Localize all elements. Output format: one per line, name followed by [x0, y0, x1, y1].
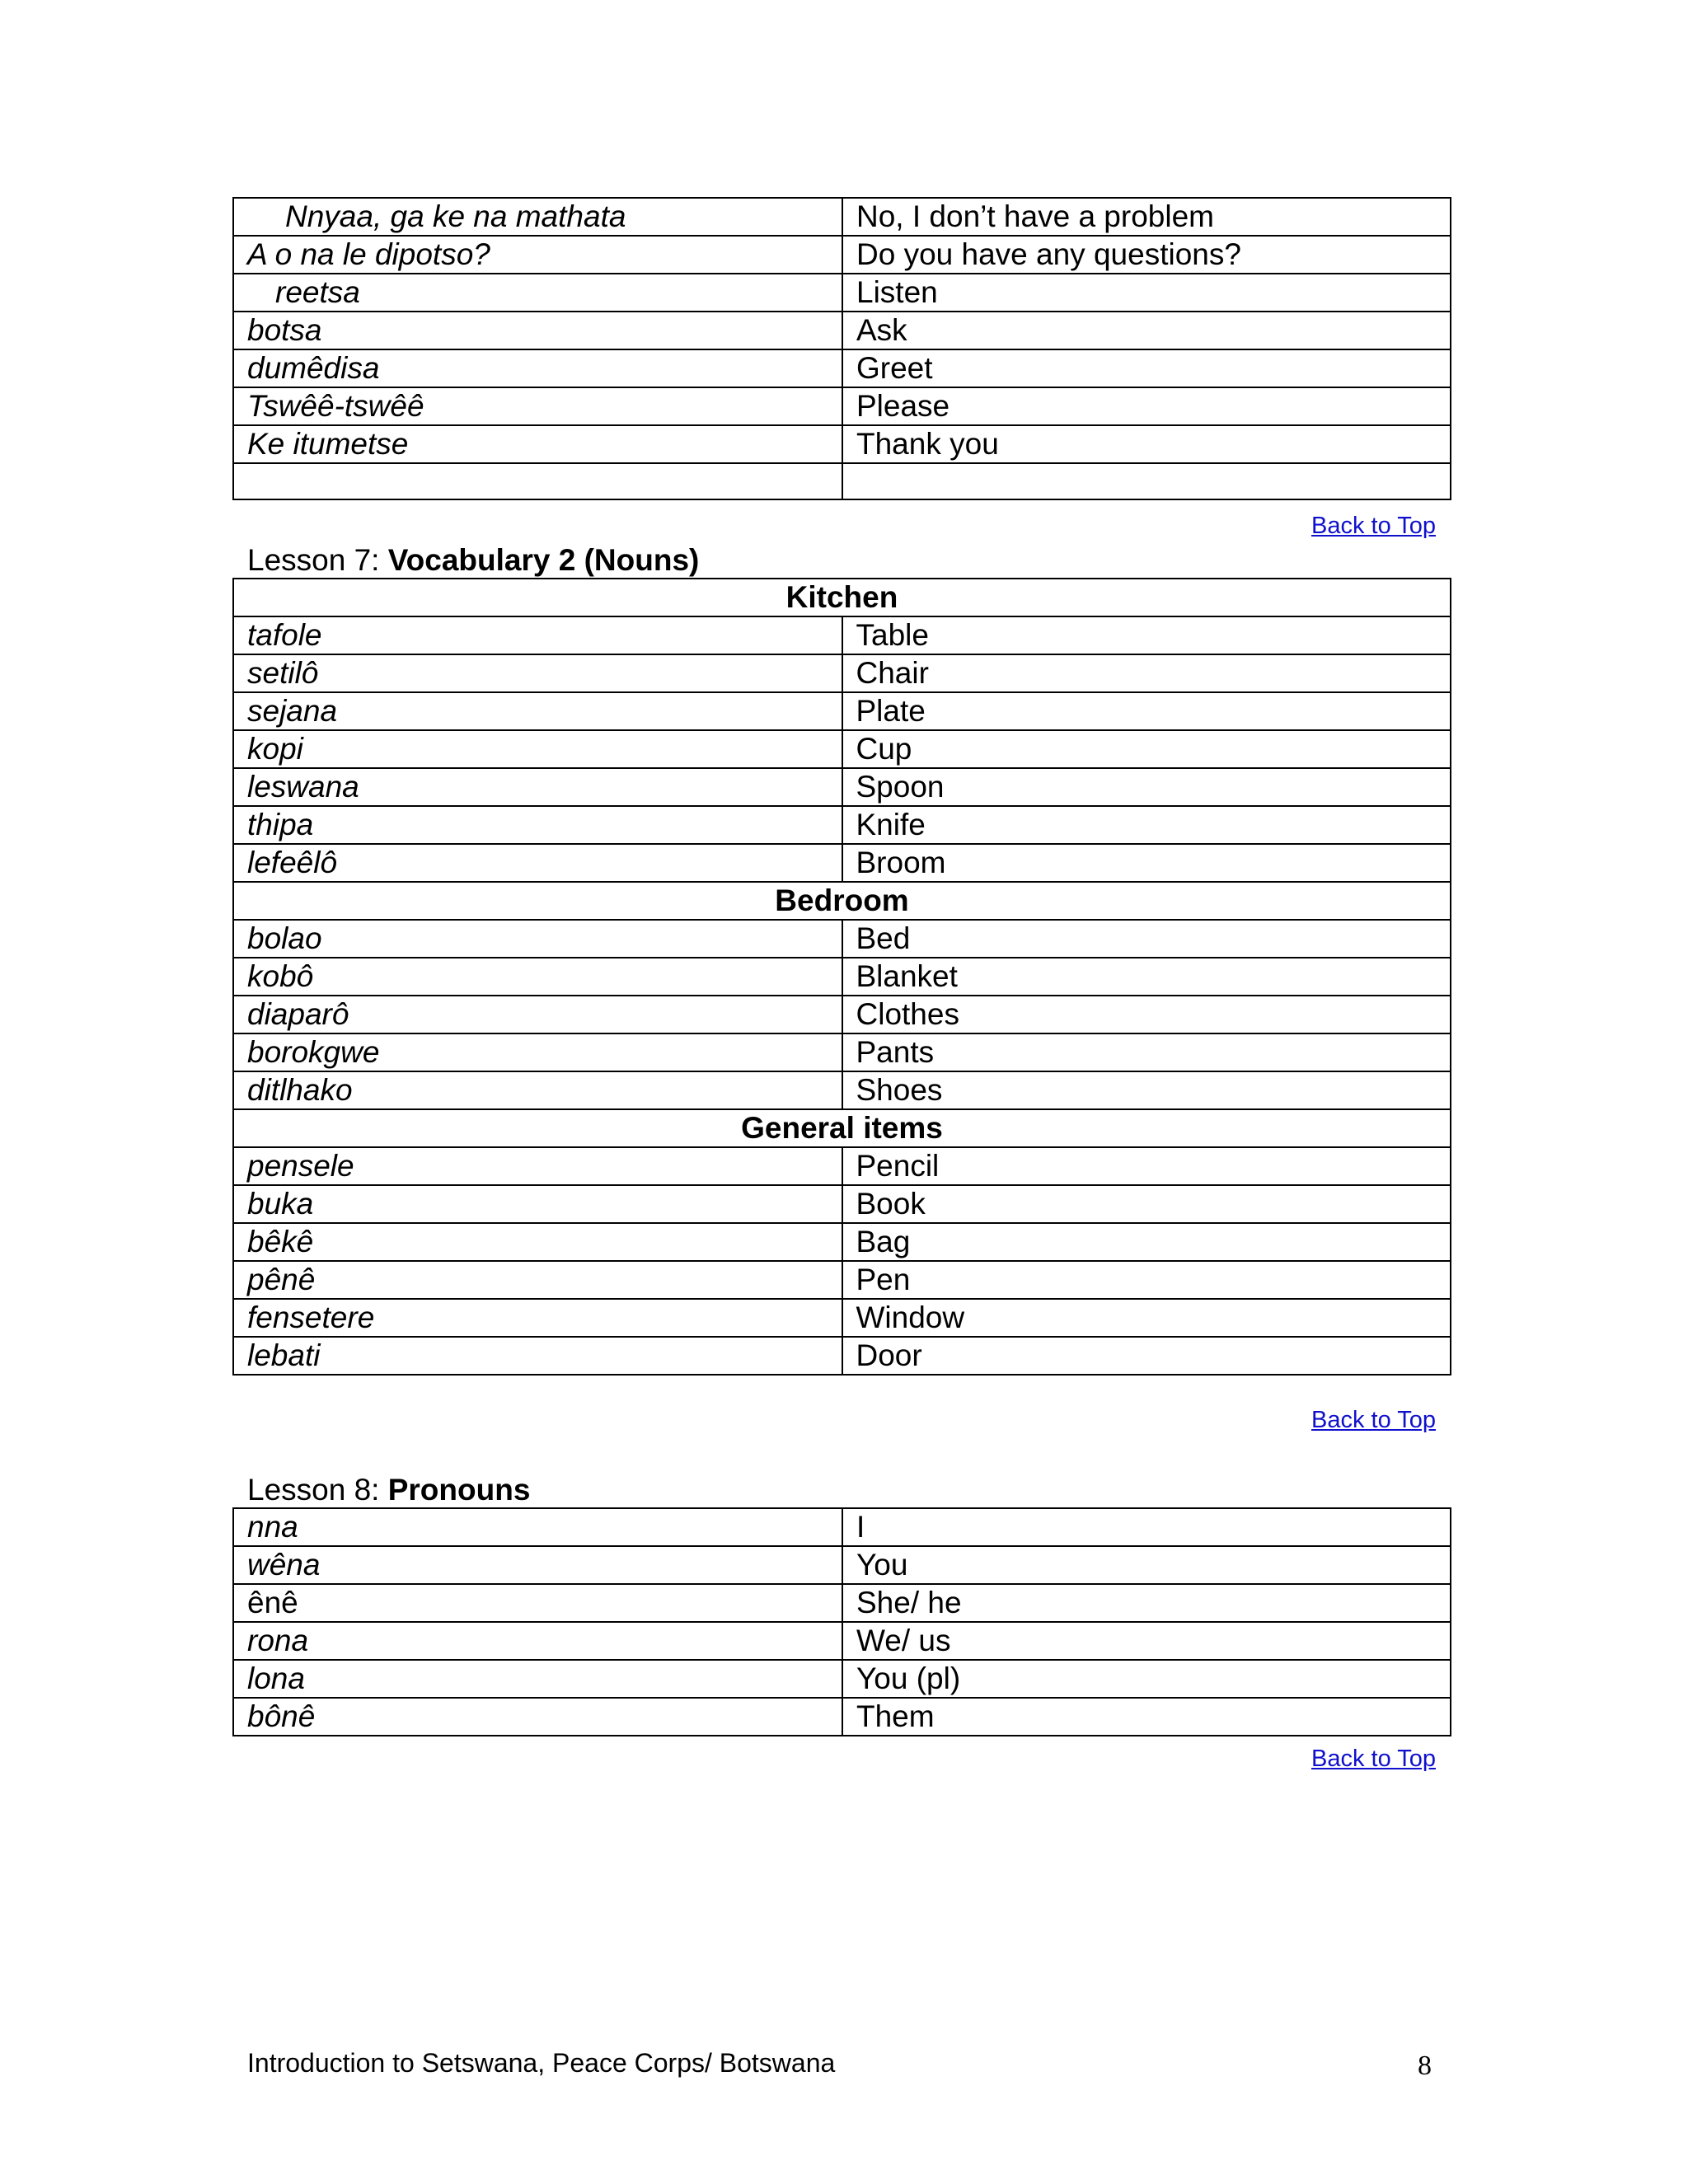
section-heading-kitchen: Kitchen [233, 579, 1451, 616]
table-row [233, 844, 1451, 882]
table-row [233, 730, 1451, 768]
english-cell: Clothes [842, 996, 1451, 1033]
setswana-cell: dumêdisa [233, 349, 842, 387]
setswana-cell [233, 463, 842, 499]
english-cell: Window [842, 1299, 1451, 1337]
setswana-cell: bêkê [233, 1223, 842, 1261]
lesson-8-heading [247, 1472, 530, 1508]
english-cell: Spoon [842, 768, 1451, 806]
lesson-7-title: Vocabulary 2 (Nouns) [387, 543, 700, 577]
english-cell: Plate [842, 692, 1451, 730]
setswana-cell: leswana [233, 768, 842, 806]
setswana-cell: A o na le dipotso? [233, 236, 842, 274]
english-cell: Cup [842, 730, 1451, 768]
table-row [233, 425, 1451, 463]
table-row [233, 1261, 1451, 1299]
setswana-cell: nna [233, 1508, 842, 1546]
table-row [233, 1660, 1451, 1698]
table-row [233, 236, 1451, 274]
setswana-cell: buka [233, 1185, 842, 1223]
page-number: 8 [1418, 2050, 1432, 2081]
section-heading-bedroom: Bedroom [233, 882, 1451, 920]
section-heading-row [233, 579, 1451, 616]
setswana-cell: thipa [233, 806, 842, 844]
setswana-cell: fensetere [233, 1299, 842, 1337]
setswana-cell: Nnyaa, ga ke na mathata [233, 198, 842, 236]
table-row [233, 1299, 1451, 1337]
section-heading-general-items: General items [233, 1109, 1451, 1147]
setswana-cell: tafole [233, 616, 842, 654]
table-row [233, 1147, 1451, 1185]
english-cell: Blanket [842, 958, 1451, 996]
table-row [233, 768, 1451, 806]
table-row [233, 996, 1451, 1033]
setswana-cell: borokgwe [233, 1033, 842, 1071]
table-row [233, 1622, 1451, 1660]
setswana-cell: reetsa [233, 274, 842, 312]
english-cell: Pen [842, 1261, 1451, 1299]
setswana-cell: pênê [233, 1261, 842, 1299]
table-row [233, 1584, 1451, 1622]
setswana-cell: lefeêlô [233, 844, 842, 882]
setswana-cell: setilô [233, 654, 842, 692]
setswana-cell: diaparô [233, 996, 842, 1033]
back-to-top-link[interactable]: Back to Top [1311, 513, 1436, 539]
english-cell: Door [842, 1337, 1451, 1375]
english-cell: Do you have any questions? [842, 236, 1451, 274]
english-cell [842, 463, 1451, 499]
english-cell: Greet [842, 349, 1451, 387]
setswana-cell: pensele [233, 1147, 842, 1185]
english-cell: Pants [842, 1033, 1451, 1071]
setswana-cell: Ke itumetse [233, 425, 842, 463]
english-cell: You [842, 1546, 1451, 1584]
section-heading-row [233, 1109, 1451, 1147]
table-row [233, 920, 1451, 958]
table-row [233, 349, 1451, 387]
setswana-cell: rona [233, 1622, 842, 1660]
section-heading-row [233, 882, 1451, 920]
setswana-cell: ênê [233, 1584, 842, 1622]
setswana-cell: botsa [233, 312, 842, 349]
back-to-top-link[interactable]: Back to Top [1311, 1746, 1436, 1772]
english-cell: Listen [842, 274, 1451, 312]
setswana-cell: ditlhako [233, 1071, 842, 1109]
vocabulary-nouns-table [232, 578, 1451, 1376]
table-row [233, 1508, 1451, 1546]
english-cell: Bag [842, 1223, 1451, 1261]
english-cell: Shoes [842, 1071, 1451, 1109]
english-cell: Them [842, 1698, 1451, 1736]
setswana-cell: kobô [233, 958, 842, 996]
table-row [233, 1337, 1451, 1375]
lesson-8-prefix: Lesson 8: [247, 1473, 388, 1507]
english-cell: You (pl) [842, 1660, 1451, 1698]
setswana-cell: lebati [233, 1337, 842, 1375]
back-to-top-link[interactable]: Back to Top [1311, 1407, 1436, 1433]
table-row [233, 1223, 1451, 1261]
english-cell: Table [842, 616, 1451, 654]
english-cell: Broom [842, 844, 1451, 882]
phrases-table [232, 197, 1451, 500]
english-cell: Ask [842, 312, 1451, 349]
english-cell: We/ us [842, 1622, 1451, 1660]
table-row [233, 692, 1451, 730]
lesson-8-title: Pronouns [387, 1473, 531, 1507]
lesson-7-heading [247, 542, 699, 579]
setswana-cell: bônê [233, 1698, 842, 1736]
table-row [233, 1698, 1451, 1736]
table-row [233, 274, 1451, 312]
setswana-cell: lona [233, 1660, 842, 1698]
table-row [233, 958, 1451, 996]
english-cell: Thank you [842, 425, 1451, 463]
table-row [233, 387, 1451, 425]
english-cell: Chair [842, 654, 1451, 692]
english-cell: Pencil [842, 1147, 1451, 1185]
table-row [233, 1033, 1451, 1071]
table-row [233, 1546, 1451, 1584]
english-cell: I [842, 1508, 1451, 1546]
table-row [233, 654, 1451, 692]
english-cell: Bed [842, 920, 1451, 958]
table-row [233, 463, 1451, 499]
table-row [233, 616, 1451, 654]
footer-text: Introduction to Setswana, Peace Corps/ Botswana [247, 2048, 836, 2078]
english-cell: She/ he [842, 1584, 1451, 1622]
setswana-cell: kopi [233, 730, 842, 768]
table-row [233, 1185, 1451, 1223]
setswana-cell: wêna [233, 1546, 842, 1584]
table-row [233, 198, 1451, 236]
table-row [233, 1071, 1451, 1109]
table-row [233, 312, 1451, 349]
setswana-cell: sejana [233, 692, 842, 730]
english-cell: Please [842, 387, 1451, 425]
english-cell: No, I don’t have a problem [842, 198, 1451, 236]
pronouns-table [232, 1507, 1451, 1736]
english-cell: Knife [842, 806, 1451, 844]
setswana-cell: Tswêê-tswêê [233, 387, 842, 425]
table-row [233, 806, 1451, 844]
lesson-7-prefix: Lesson 7: [247, 543, 388, 577]
setswana-cell: bolao [233, 920, 842, 958]
english-cell: Book [842, 1185, 1451, 1223]
